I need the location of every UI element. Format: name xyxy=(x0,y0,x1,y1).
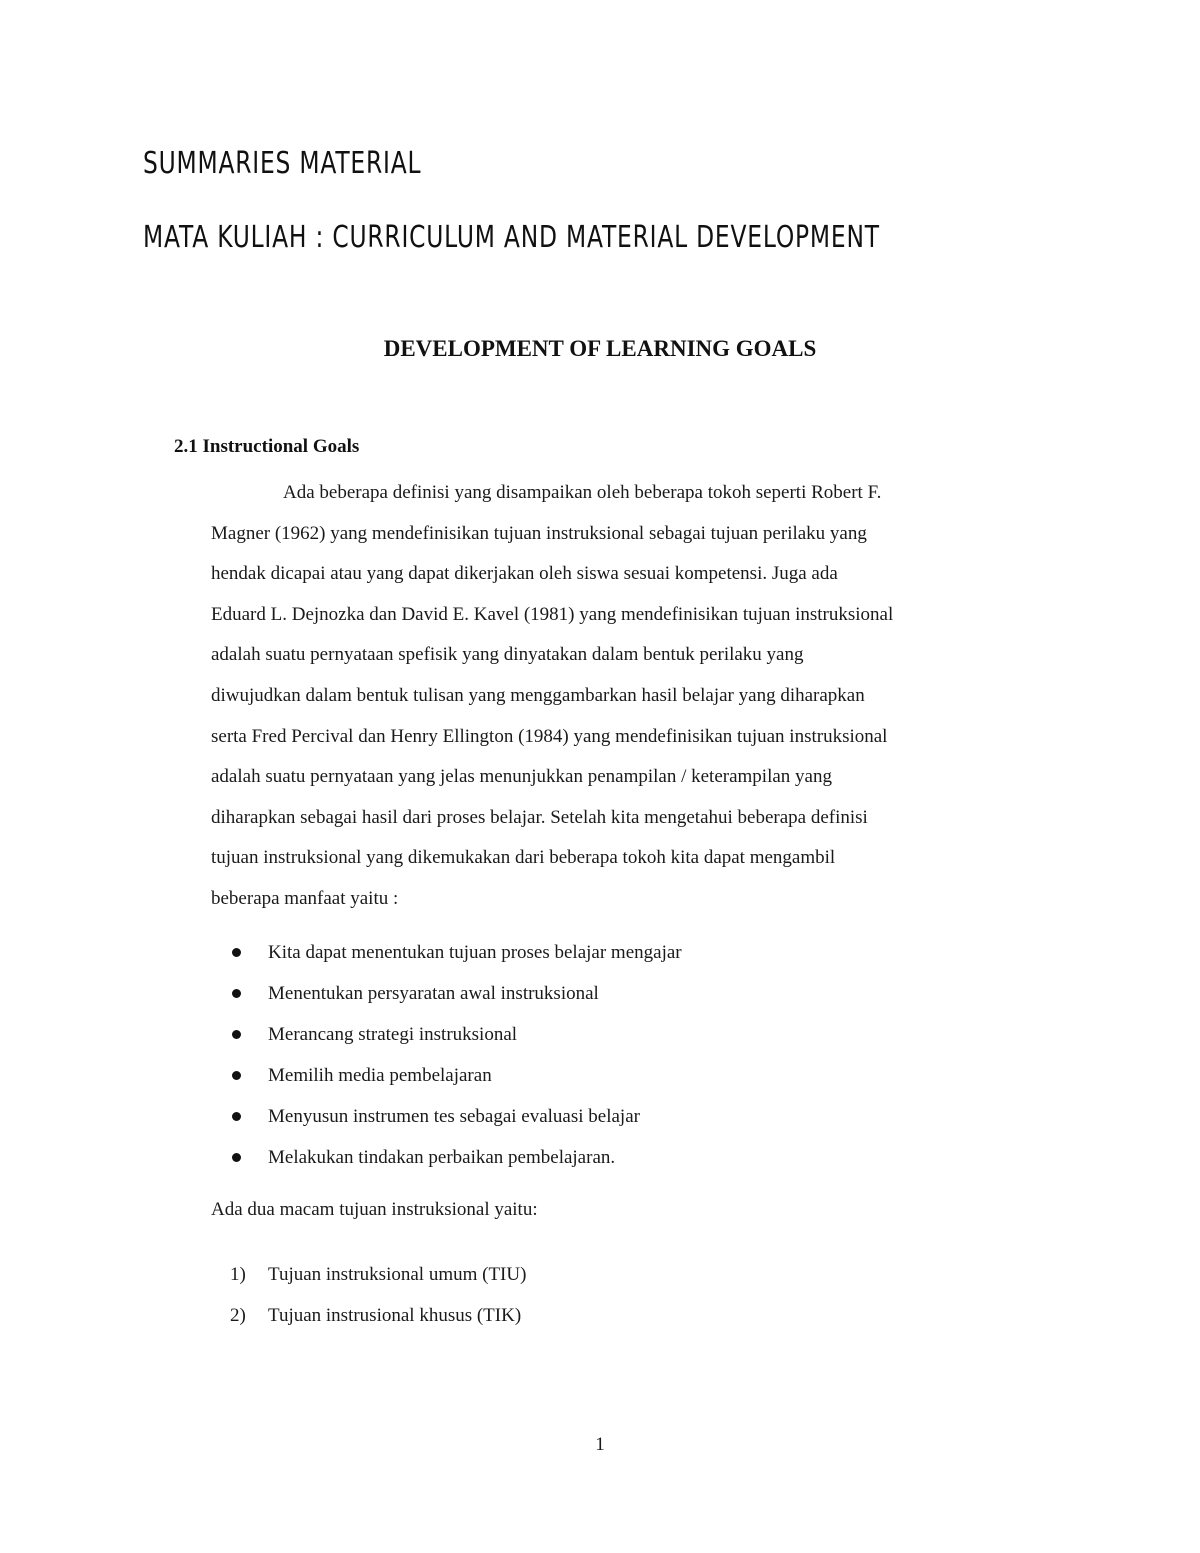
bullet-icon xyxy=(232,948,241,957)
paragraph-line: tujuan instruksional yang dikemukakan dari beberapa tokoh kita dapat mengambil xyxy=(211,847,836,869)
list-item xyxy=(228,932,682,973)
section-heading: 2.1 Instructional Goals xyxy=(174,436,360,457)
list-item xyxy=(228,973,682,1014)
paragraph-line: Magner (1962) yang mendefinisikan tujuan instruksional sebagai tujuan perilaku yang xyxy=(211,522,867,544)
list-item xyxy=(228,1254,526,1295)
paragraph-line: beberapa manfaat yaitu : xyxy=(211,887,399,909)
list-item-text: Menentukan persyaratan awal instruksional xyxy=(268,983,599,1004)
list-item-text: Merancang strategi instruksional xyxy=(268,1024,518,1045)
bullet-icon xyxy=(232,1153,241,1162)
document-title: DEVELOPMENT OF LEARNING GOALS xyxy=(383,336,817,361)
list-item xyxy=(228,1137,682,1178)
header-summaries: SUMMARIES MATERIAL xyxy=(143,146,422,181)
list-item-text: Tujuan instruksional umum (TIU) xyxy=(268,1264,527,1285)
paragraph-line: diwujudkan dalam bentuk tulisan yang menggambarkan hasil belajar yang diharapkan xyxy=(211,684,865,706)
list-item-text: Tujuan instrusional khusus (TIK) xyxy=(268,1305,522,1326)
list-item-text: Kita dapat menentukan tujuan proses belajar mengajar xyxy=(268,942,682,963)
list-item-text: Memilih media pembelajaran xyxy=(268,1065,492,1086)
list-item xyxy=(228,1295,526,1336)
benefit-bullet-list xyxy=(228,932,682,1178)
list-item xyxy=(228,1096,682,1137)
paragraph-line: Ada beberapa definisi yang disampaikan oleh beberapa tokoh seperti Robert F. xyxy=(283,482,882,503)
bullet-icon xyxy=(232,1071,241,1080)
list-marker: 2) xyxy=(230,1305,246,1326)
list-item xyxy=(228,1014,682,1055)
paragraph-line: adalah suatu pernyataan spefisik yang dinyatakan dalam bentuk perilaku yang xyxy=(211,644,804,666)
types-intro: Ada dua macam tujuan instruksional yaitu: xyxy=(211,1199,538,1220)
paragraph-line: hendak dicapai atau yang dapat dikerjakan oleh siswa sesuai kompetensi. Juga ada xyxy=(211,563,838,585)
goal-types-list xyxy=(228,1254,526,1336)
paragraph-line: serta Fred Percival dan Henry Ellington (1984) yang mendefinisikan tujuan instruksional xyxy=(211,725,888,747)
list-marker: 1) xyxy=(230,1264,246,1285)
bullet-icon xyxy=(232,1112,241,1121)
bullet-icon xyxy=(232,989,241,998)
page-number: 1 xyxy=(595,1434,605,1455)
header-course: MATA KULIAH : CURRICULUM AND MATERIAL DEVELOPMENT xyxy=(143,220,880,255)
list-item xyxy=(228,1055,682,1096)
list-item-text: Melakukan tindakan perbaikan pembelajaran. xyxy=(268,1147,616,1168)
paragraph-line: Eduard L. Dejnozka dan David E. Kavel (1981) yang mendefinisikan tujuan instruksional xyxy=(211,603,894,625)
bullet-icon xyxy=(232,1030,241,1039)
body-paragraph xyxy=(211,473,1071,920)
paragraph-line: adalah suatu pernyataan yang jelas menunjukkan penampilan / keterampilan yang xyxy=(211,766,832,788)
paragraph-line: diharapkan sebagai hasil dari proses belajar. Setelah kita mengetahui beberapa definisi xyxy=(211,806,868,828)
list-item-text: Menyusun instrumen tes sebagai evaluasi belajar xyxy=(268,1106,640,1127)
